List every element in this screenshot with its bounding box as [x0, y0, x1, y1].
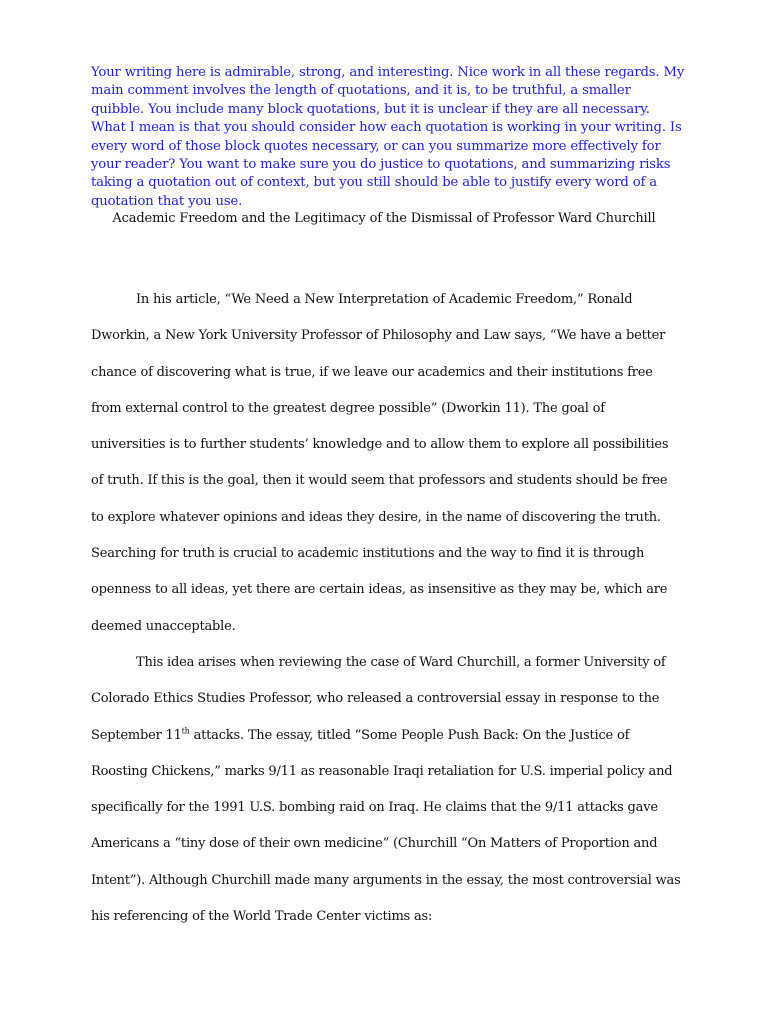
paragraph-2: [91, 645, 681, 935]
paragraph-2-part-2: attacks. The essay, titled “Some People Push Back: On the Justice of Roosting Chickens,” marks 9/11 as reasonable Iraqi retaliation for U.S. imperial policy and specifically for the 1991 U.S. bombing raid on Iraq. He claims that the 9/11 attacks gave Americans a “tiny dose of their own medicine” (Churchill “On Matters of Proportion and Intent”). Although Churchill made many arguments in the essay, the most controversial was his referencing of the World Trade Center victims as:: [91, 727, 681, 925]
paragraph-1: In his article, “We Need a New Interpretation of Academic Freedom,” Ronald Dworkin, a New York University Professor of Philosophy and Law says, “We have a better chance of discovering what is true, if we leave our academics and their institutions free from external control to the greatest degree possible” (Dworkin 11). The goal of universities is to further students’ knowledge and to allow them to explore all possibilities of truth. If this is the goal, then it would seem that professors and students should be free to explore whatever opinions and ideas they desire, in the name of discovering the truth. Searching for truth is crucial to academic institutions and the way to find it is through openness to all ideas, yet there are certain ideas, as insensitive as they may be, which are deemed unacceptable.: [91, 292, 669, 634]
instructor-comment: Your writing here is admirable, strong, and interesting. Nice work in all these regards. My main comment involves the length of quotations, and it is, to be truthful, a smaller quibble. You include many block quotations, but it is unclear if they are all necessary. What I mean is that you should consider how each quotation is working in your writing. Is every word of those block quotes necessary, or can you summarize more effectively for your reader? You want to make sure you do justice to quotations, and summarizing risks taking a quotation out of context, but you still should be able to justify every word of a quotation that you use.: [91, 65, 685, 209]
paragraph-2-part-1: This idea arises when reviewing the case of Ward Churchill, a former University of Colorado Ethics Studies Professor, who released a controversial essay in response to the September 11: [91, 654, 666, 743]
essay-body: [91, 282, 681, 935]
ordinal-superscript: th: [181, 726, 190, 736]
essay-title: Academic Freedom and the Legitimacy of the Dismissal of Professor Ward Churchill: [112, 211, 656, 226]
